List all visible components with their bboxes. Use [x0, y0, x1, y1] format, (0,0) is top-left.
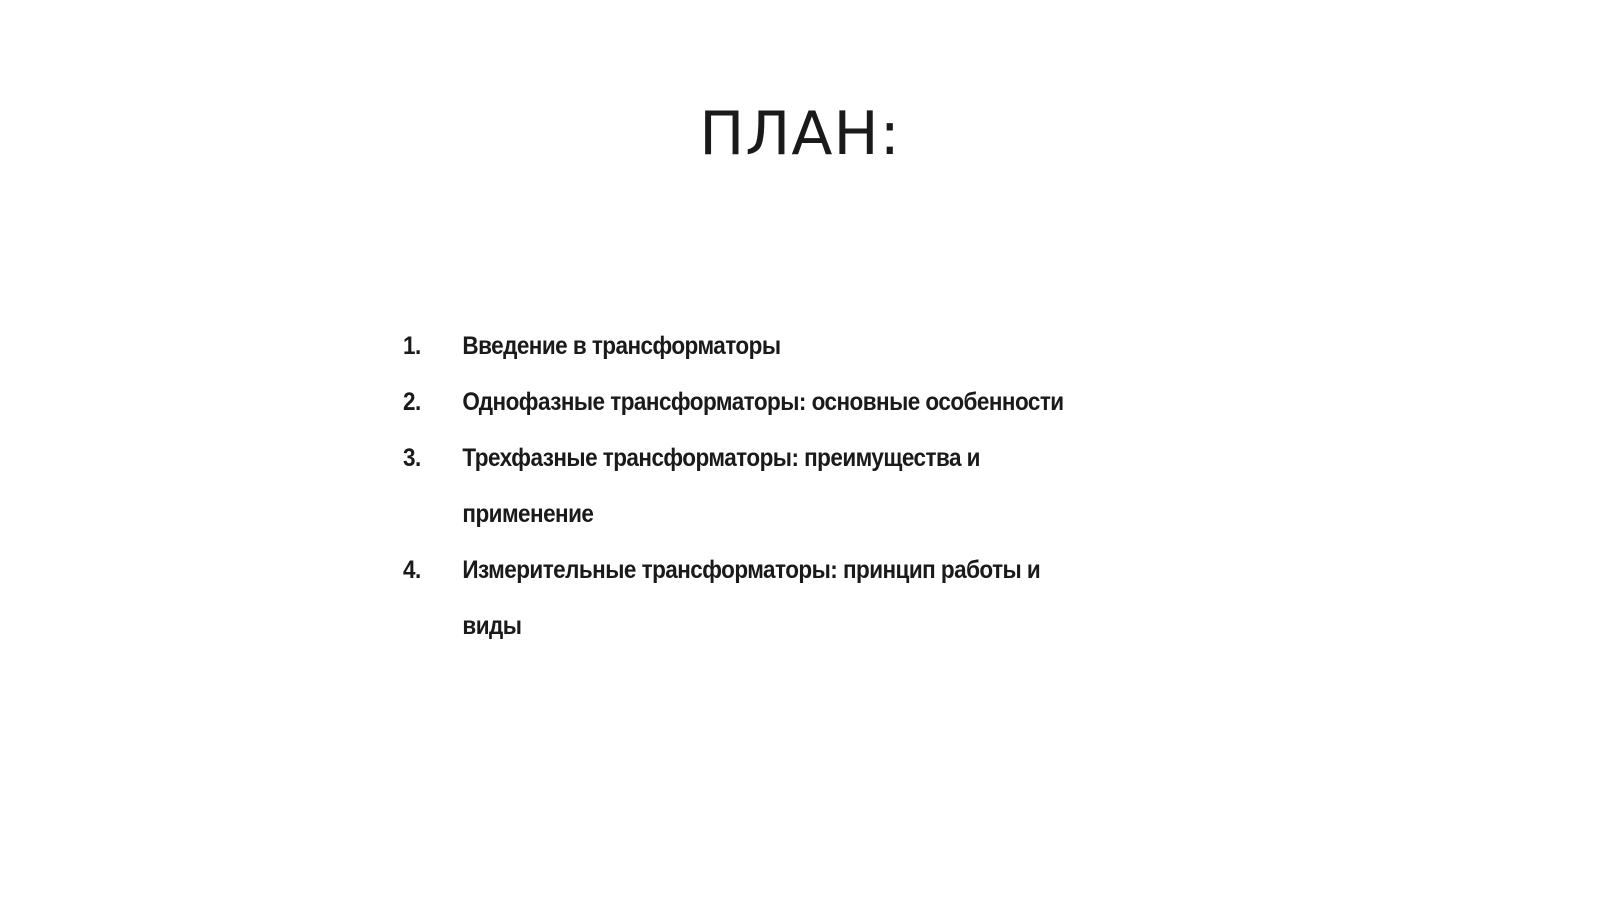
- list-item-number: 3.: [403, 444, 421, 472]
- list-item-number: 2.: [403, 388, 421, 416]
- list-item: [403, 430, 1087, 542]
- list-item-text: Однофазные трансформаторы: основные особенности: [462, 388, 1064, 416]
- plan-list: [403, 318, 1163, 654]
- list-item-number: 4.: [403, 556, 421, 584]
- list-item: [403, 542, 1087, 654]
- list-item-number: 1.: [403, 332, 421, 360]
- list-item: [403, 374, 1087, 430]
- list-item-text: Измерительные трансформаторы: принцип работы и виды: [462, 556, 1041, 640]
- list-item-text: Введение в трансформаторы: [462, 332, 781, 360]
- slide-title: ПЛАН:: [699, 99, 901, 169]
- list-item: [403, 318, 1087, 374]
- list-item-text: Трехфазные трансформаторы: преимущества и применение: [462, 444, 980, 528]
